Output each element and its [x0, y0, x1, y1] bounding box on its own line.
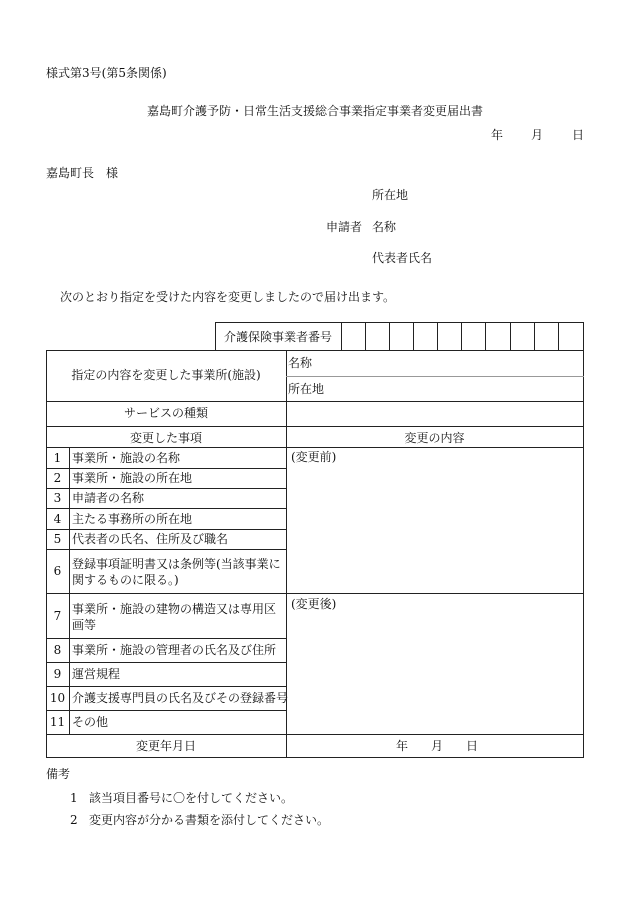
rule: [46, 488, 286, 489]
item-number: 7: [53, 609, 62, 623]
rule: [558, 322, 559, 350]
item-text: 申請者の名称: [72, 491, 145, 505]
item-number: 10: [49, 691, 66, 705]
rule: [46, 549, 286, 550]
applicant-name-label: 名称: [372, 220, 397, 234]
rule: [461, 322, 462, 350]
facility-name-label: 名称: [288, 356, 313, 370]
rule: [46, 447, 584, 448]
rule: [46, 350, 584, 351]
rule: [46, 401, 584, 402]
rule: [583, 322, 584, 350]
rule: [46, 508, 286, 509]
item-number: 4: [53, 512, 62, 526]
item-text: 登録事項証明書又は条例等(当該事業に関するものに限る。): [72, 557, 281, 587]
insurer-number-label: 介護保険事業者番号: [223, 330, 332, 344]
item-number: 9: [53, 667, 62, 681]
rule: [437, 322, 438, 350]
rule: [534, 322, 535, 350]
rule: [510, 322, 511, 350]
item-number: 5: [53, 532, 62, 546]
item-text: 運営規程: [72, 667, 121, 681]
rule: [286, 376, 584, 377]
rule: [46, 593, 584, 594]
date-year-label: 年: [491, 128, 504, 142]
rule: [46, 710, 286, 711]
applicant-rep-label: 代表者氏名: [372, 251, 433, 265]
rule: [46, 529, 286, 530]
item-text: 事業所・施設の所在地: [72, 471, 193, 485]
item-text: 介護支援専門員の氏名及びその登録番号: [72, 691, 289, 705]
rule: [215, 322, 583, 323]
note-text: 該当項目番号に〇を付してください。: [89, 791, 294, 805]
applicant-address-label: 所在地: [372, 188, 409, 202]
rule: [46, 686, 286, 687]
rule: [46, 426, 584, 427]
item-text: その他: [72, 715, 109, 729]
notes-heading: 備考: [46, 767, 71, 781]
facility-address-label: 所在地: [288, 382, 325, 396]
rule: [46, 638, 286, 639]
item-number: 1: [53, 451, 62, 465]
item-text: 事業所・施設の建物の構造又は専用区画等: [72, 602, 277, 632]
item-number: 2: [53, 471, 62, 485]
form-title: 嘉島町介護予防・日常生活支援総合事業指定事業者変更届出書: [146, 104, 483, 118]
rule: [69, 447, 70, 734]
item-text: 主たる事務所の所在地: [72, 512, 193, 526]
change-date-label: 変更年月日: [135, 739, 196, 753]
form-number: 様式第3号(第5条関係): [46, 66, 167, 80]
applicant-label: 申請者: [326, 220, 363, 234]
item-text: 代表者の氏名、住所及び職名: [72, 532, 229, 546]
addressee: 嘉島町長 様: [46, 166, 119, 180]
service-type-label: サービスの種類: [123, 406, 208, 420]
item-text: 事業所・施設の管理者の氏名及び住所: [72, 643, 277, 657]
item-number: 3: [53, 491, 62, 505]
note-number: 2: [70, 813, 78, 827]
item-number: 11: [49, 715, 66, 729]
date-month-label: 月: [531, 128, 544, 142]
intro-text: 次のとおり指定を受けた内容を変更しましたので届け出ます。: [60, 290, 396, 304]
rule: [341, 322, 342, 350]
rule: [389, 322, 390, 350]
facility-label: 指定の内容を変更した事業所(施設): [71, 368, 261, 382]
after-label: (変更後): [291, 597, 337, 611]
rule: [46, 662, 286, 663]
change-date-month: 月: [431, 739, 444, 753]
change-date-year: 年: [396, 739, 409, 753]
before-label: (変更前): [291, 450, 337, 464]
rule: [485, 322, 486, 350]
item-number: 6: [53, 564, 62, 578]
note-text: 変更内容が分かる書類を添付してください。: [89, 813, 330, 827]
rule: [46, 757, 584, 758]
rule: [46, 734, 584, 735]
item-number: 8: [53, 643, 62, 657]
date-day-label: 日: [572, 128, 585, 142]
rule: [413, 322, 414, 350]
changed-items-header: 変更した事項: [129, 431, 202, 445]
rule: [365, 322, 366, 350]
change-date-day: 日: [466, 739, 479, 753]
item-text: 事業所・施設の名称: [72, 451, 181, 465]
change-content-header: 変更の内容: [404, 431, 465, 445]
note-number: 1: [70, 791, 78, 805]
rule: [583, 350, 584, 758]
rule: [46, 468, 286, 469]
